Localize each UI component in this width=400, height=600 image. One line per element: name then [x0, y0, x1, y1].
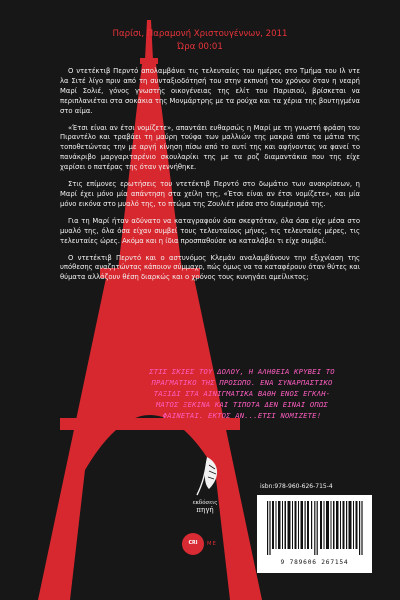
synopsis	[60, 67, 360, 290]
header	[0, 28, 400, 54]
publisher-name: εκδόσεις πηγή	[192, 500, 218, 514]
tagline	[122, 366, 362, 421]
crime-series-label: ME	[207, 541, 217, 547]
synopsis-paragraph: Για τη Μαρί ήταν αδύνατο να καταγραφούν όσα σκεφτόταν, όλα όσα είχε μέσα στο μυαλό της, όλα όσα είχαν συμβεί τους τελευταίους μήνες, τις τελευταίες μέρες, τις τελευταίες ώρες. Ακόμα και η ίδια προσπαθούσε να καταλάβει τι είχε συμβεί.	[60, 216, 360, 245]
barcode	[257, 495, 372, 573]
tagline-line: ΣΤΙΣ ΣΚΙΕΣ ΤΟΥ ΔΟΛΟΥ, Η ΑΛΗΘΕΙΑ ΚΡΥΒΕΙ ΤΟ	[149, 367, 335, 376]
crime-series-badge: CRI	[182, 533, 204, 555]
time-line: Ώρα 00:01	[177, 42, 223, 52]
barcode-number: 9 789606 267154	[280, 559, 349, 566]
synopsis-paragraph: Ο ντετέκτιβ Περντό και ο αστυνόμος Κλεμάν αναλαμβάνουν την εξιχνίαση της υπόθεσης αναζητώντας κάποιον σύμμαχο, πώς όμως να τα καταφέρουν όταν θύτες και θύματα αλλάζουν θέση διαρκώς και ο χρόνος τους κυνηγάει αμείλικτος;	[60, 253, 360, 282]
barcode-bars	[267, 501, 365, 555]
tagline-line: ΦΑΙΝΕΤΑΙ. ΕΚΤΟΣ ΑΝ...ΕΤΣΙ ΝΟΜΙΖΕΤΕ!	[162, 411, 322, 420]
tagline-line: ΤΑΞΙΔΙ ΣΤΑ ΑΙΝΙΓΜΑΤΙΚΑ ΒΑΘΗ ΕΝΟΣ ΕΓΚΛΗ-	[153, 389, 331, 398]
synopsis-paragraph: «Έτσι είναι αν έτσι νομίζετε», απαντάει ευθαρσώς η Μαρί με τη γνωστή φράση του Πιραντέλο και τραβάει τη μαύρη τούφα των μαλλιών της μακριά από τα μάτια της τοποθετώντας την με αργή κίνηση πίσω από το αυτί της και αφήνοντας να φανεί το πανάκριβο μαργαριταρένιο σκουλαρίκι της με τα ροζ διαμαντάκια που της είχε χαρίσει ο πατέρας της όταν γεννήθηκε.	[60, 123, 360, 172]
isbn-text: isbn:978-960-626-715-4	[260, 483, 333, 490]
quill-feather-icon	[185, 455, 225, 499]
synopsis-paragraph: Ο ντετέκτιβ Περντό απολαμβάνει τις τελευταίες του ημέρες στο Τμήμα του Ιλ ντε λα Σιτέ λίγο πριν από τη συνταξιοδότησή του στην εκπνοή του χρόνου όταν η νεαρή Μαρί Σολιέ, γόνος γνωστής οικογένειας της ελίτ του Παρισιού, βρίσκεται να περιπλανιέται στα σοκάκια της Μονμάρτρης με τα ρούχα και τα χέρια της βουτηγμένα στο αίμα.	[60, 67, 360, 115]
setting-line: Παρίσι, Παραμονή Χριστουγέννων, 2011	[112, 29, 288, 39]
tagline-line: ΠΡΑΓΜΑΤΙΚΟ ΤΗΣ ΠΡΟΣΩΠΟ. ΕΝΑ ΣΥΝΑΡΠΑΣΤΙΚΟ	[151, 378, 333, 387]
tagline-line: ΜΑΤΟΣ ΞΕΚΙΝΑ ΚΑΙ ΤΙΠΟΤΑ ΔΕΝ ΕΙΝΑΙ ΟΠΩΣ	[155, 400, 329, 409]
synopsis-paragraph: Στις επίμονες ερωτήσεις του ντετέκτιβ Περντό στο δωμάτιο των ανακρίσεων, η Μαρί έχει μόνο μία απάντηση στα χείλη της, «Έτσι είναι αν έτσι νομίζετε», και μία μόνο εικόνα στο μυαλό της, το πτώμα της Ζουλιέτ μέσα στο διαμέρισμά της.	[60, 180, 360, 208]
